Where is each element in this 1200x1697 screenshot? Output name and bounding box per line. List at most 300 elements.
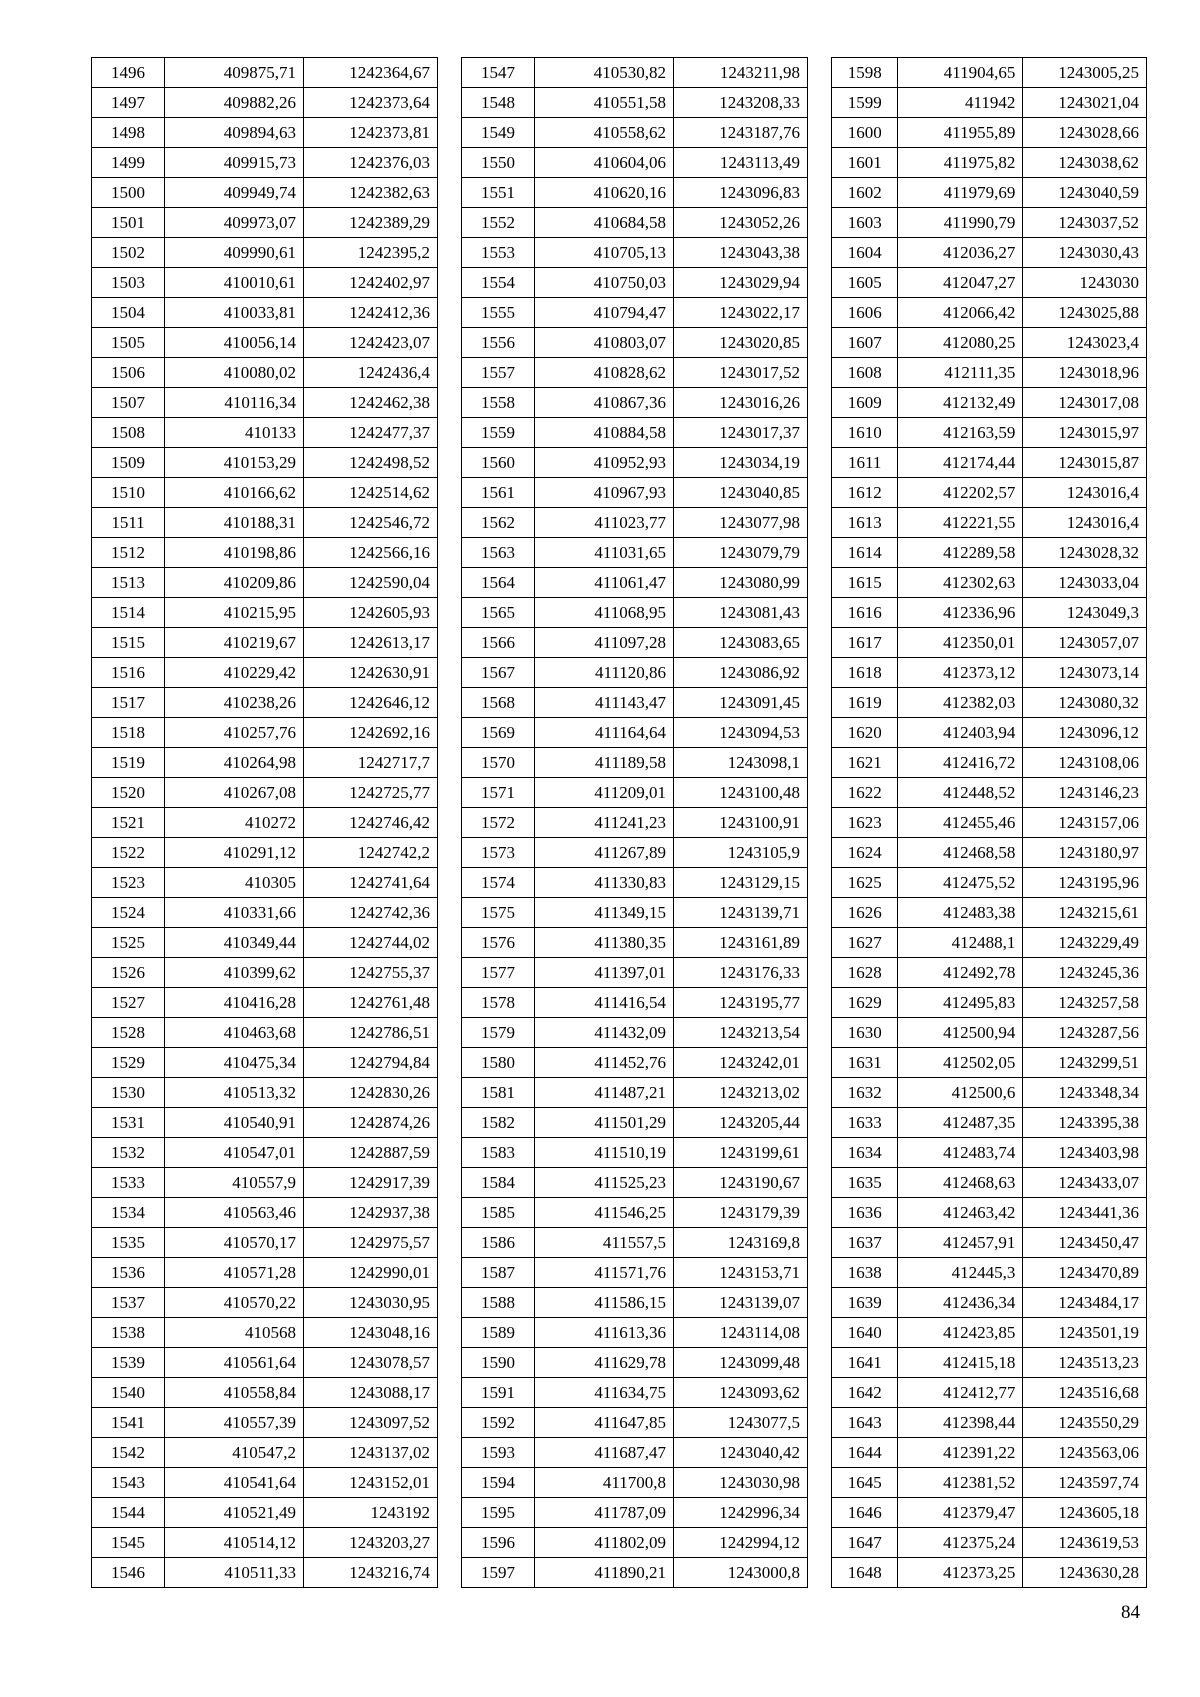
table-row [832,898,1147,928]
y-coordinate-cell: 1243016,4 [1023,478,1147,508]
table-row [92,1228,438,1258]
point-number-cell: 1551 [462,178,535,208]
y-coordinate-cell: 1243216,74 [304,1558,438,1588]
table-row [92,298,438,328]
table-row [92,538,438,568]
point-number-cell: 1582 [462,1108,535,1138]
x-coordinate-cell: 411586,15 [535,1288,674,1318]
point-number-cell: 1575 [462,898,535,928]
point-number-cell: 1630 [832,1018,898,1048]
x-coordinate-cell: 410056,14 [165,328,304,358]
y-coordinate-cell: 1243038,62 [1023,148,1147,178]
point-number-cell: 1532 [92,1138,165,1168]
x-coordinate-cell: 410794,47 [535,298,674,328]
x-coordinate-cell: 411975,82 [898,148,1023,178]
table-row [832,688,1147,718]
x-coordinate-cell: 412468,58 [898,838,1023,868]
point-number-cell: 1603 [832,208,898,238]
table-row [462,1258,808,1288]
y-coordinate-cell: 1243025,88 [1023,298,1147,328]
x-coordinate-cell: 412080,25 [898,328,1023,358]
x-coordinate-cell: 410541,64 [165,1468,304,1498]
point-number-cell: 1526 [92,958,165,988]
table-row [832,1288,1147,1318]
point-number-cell: 1588 [462,1288,535,1318]
x-coordinate-cell: 412036,27 [898,238,1023,268]
table-row [832,328,1147,358]
point-number-cell: 1581 [462,1078,535,1108]
point-number-cell: 1623 [832,808,898,838]
x-coordinate-cell: 412373,25 [898,1558,1023,1588]
table-row [832,1318,1147,1348]
point-number-cell: 1595 [462,1498,535,1528]
x-coordinate-cell: 412500,94 [898,1018,1023,1048]
point-number-cell: 1566 [462,628,535,658]
y-coordinate-cell: 1243021,04 [1023,88,1147,118]
x-coordinate-cell: 410416,28 [165,988,304,1018]
page-number: 84 [1121,1602,1140,1623]
y-coordinate-cell: 1242742,2 [304,838,438,868]
table-row [92,508,438,538]
table-row [832,358,1147,388]
point-number-cell: 1545 [92,1528,165,1558]
table-row [832,838,1147,868]
x-coordinate-cell: 411349,15 [535,898,674,928]
x-coordinate-cell: 410033,81 [165,298,304,328]
x-coordinate-cell: 411942 [898,88,1023,118]
point-number-cell: 1636 [832,1198,898,1228]
table-row [92,1468,438,1498]
x-coordinate-cell: 411380,35 [535,928,674,958]
point-number-cell: 1560 [462,448,535,478]
y-coordinate-cell: 1243205,44 [674,1108,808,1138]
x-coordinate-cell: 412289,58 [898,538,1023,568]
point-number-cell: 1622 [832,778,898,808]
y-coordinate-cell: 1243028,66 [1023,118,1147,148]
point-number-cell: 1612 [832,478,898,508]
y-coordinate-cell: 1243029,94 [674,268,808,298]
point-number-cell: 1542 [92,1438,165,1468]
point-number-cell: 1530 [92,1078,165,1108]
y-coordinate-cell: 1242830,26 [304,1078,438,1108]
y-coordinate-cell: 1243083,65 [674,628,808,658]
x-coordinate-cell: 411802,09 [535,1528,674,1558]
point-number-cell: 1617 [832,628,898,658]
y-coordinate-cell: 1243086,92 [674,658,808,688]
x-coordinate-cell: 410219,67 [165,628,304,658]
point-number-cell: 1541 [92,1408,165,1438]
table-row [462,418,808,448]
table-row [832,478,1147,508]
table-row [92,1318,438,1348]
y-coordinate-cell: 1243040,42 [674,1438,808,1468]
table-row [462,928,808,958]
x-coordinate-cell: 409949,74 [165,178,304,208]
x-coordinate-cell: 411397,01 [535,958,674,988]
table-row [92,778,438,808]
y-coordinate-cell: 1243094,53 [674,718,808,748]
y-coordinate-cell: 1242746,42 [304,808,438,838]
table-row [462,388,808,418]
point-number-cell: 1567 [462,658,535,688]
x-coordinate-cell: 410267,08 [165,778,304,808]
table-row [462,1108,808,1138]
point-number-cell: 1502 [92,238,165,268]
y-coordinate-cell: 1243605,18 [1023,1498,1147,1528]
point-number-cell: 1584 [462,1168,535,1198]
table-row [832,658,1147,688]
x-coordinate-cell: 411023,77 [535,508,674,538]
x-coordinate-cell: 410540,91 [165,1108,304,1138]
point-number-cell: 1553 [462,238,535,268]
point-number-cell: 1613 [832,508,898,538]
point-number-cell: 1606 [832,298,898,328]
table-row [462,1288,808,1318]
x-coordinate-cell: 410349,44 [165,928,304,958]
x-coordinate-cell: 412350,01 [898,628,1023,658]
point-number-cell: 1574 [462,868,535,898]
x-coordinate-cell: 410238,26 [165,688,304,718]
point-number-cell: 1573 [462,838,535,868]
point-number-cell: 1508 [92,418,165,448]
y-coordinate-cell: 1243433,07 [1023,1168,1147,1198]
y-coordinate-cell: 1242462,38 [304,388,438,418]
y-coordinate-cell: 1242994,12 [674,1528,808,1558]
x-coordinate-cell: 412132,49 [898,388,1023,418]
y-coordinate-cell: 1243100,91 [674,808,808,838]
point-number-cell: 1600 [832,118,898,148]
y-coordinate-cell: 1242874,26 [304,1108,438,1138]
x-coordinate-cell: 410620,16 [535,178,674,208]
table-row [462,1408,808,1438]
x-coordinate-cell: 410570,22 [165,1288,304,1318]
table-row [462,868,808,898]
point-number-cell: 1550 [462,148,535,178]
table-row [832,868,1147,898]
point-number-cell: 1549 [462,118,535,148]
y-coordinate-cell: 1242761,48 [304,988,438,1018]
table-row [92,268,438,298]
x-coordinate-cell: 411647,85 [535,1408,674,1438]
y-coordinate-cell: 1243450,47 [1023,1228,1147,1258]
point-number-cell: 1561 [462,478,535,508]
x-coordinate-cell: 412398,44 [898,1408,1023,1438]
x-coordinate-cell: 410215,95 [165,598,304,628]
y-coordinate-cell: 1243195,77 [674,988,808,1018]
table-row [462,238,808,268]
y-coordinate-cell: 1243017,08 [1023,388,1147,418]
point-number-cell: 1540 [92,1378,165,1408]
table-row [462,1468,808,1498]
table-row [462,778,808,808]
point-number-cell: 1592 [462,1408,535,1438]
y-coordinate-cell: 1242566,16 [304,538,438,568]
y-coordinate-cell: 1243563,06 [1023,1438,1147,1468]
x-coordinate-cell: 412202,57 [898,478,1023,508]
point-number-cell: 1546 [92,1558,165,1588]
table-row [832,1048,1147,1078]
x-coordinate-cell: 411979,69 [898,178,1023,208]
point-number-cell: 1611 [832,448,898,478]
y-coordinate-cell: 1242786,51 [304,1018,438,1048]
x-coordinate-cell: 410563,46 [165,1198,304,1228]
point-number-cell: 1598 [832,58,898,88]
point-number-cell: 1601 [832,148,898,178]
table-row [92,898,438,928]
point-number-cell: 1536 [92,1258,165,1288]
y-coordinate-cell: 1243179,39 [674,1198,808,1228]
table-row [462,538,808,568]
point-number-cell: 1571 [462,778,535,808]
table-row [462,718,808,748]
table-row [92,238,438,268]
table-row [832,238,1147,268]
table-row [92,1498,438,1528]
point-number-cell: 1602 [832,178,898,208]
table-row [92,928,438,958]
coordinate-tables [91,57,1147,1587]
point-number-cell: 1515 [92,628,165,658]
y-coordinate-cell: 1243199,61 [674,1138,808,1168]
point-number-cell: 1517 [92,688,165,718]
x-coordinate-cell: 411613,36 [535,1318,674,1348]
table-row [832,1558,1147,1588]
point-number-cell: 1568 [462,688,535,718]
point-number-cell: 1631 [832,1048,898,1078]
y-coordinate-cell: 1243213,54 [674,1018,808,1048]
point-number-cell: 1506 [92,358,165,388]
y-coordinate-cell: 1242742,36 [304,898,438,928]
x-coordinate-cell: 411787,09 [535,1498,674,1528]
point-number-cell: 1608 [832,358,898,388]
y-coordinate-cell: 1243152,01 [304,1468,438,1498]
x-coordinate-cell: 411031,65 [535,538,674,568]
x-coordinate-cell: 410291,12 [165,838,304,868]
table-row [832,268,1147,298]
table-row [462,58,808,88]
y-coordinate-cell: 1243057,07 [1023,628,1147,658]
y-coordinate-cell: 1242514,62 [304,478,438,508]
x-coordinate-cell: 412111,35 [898,358,1023,388]
point-number-cell: 1514 [92,598,165,628]
x-coordinate-cell: 410166,62 [165,478,304,508]
table-row [462,688,808,718]
point-number-cell: 1535 [92,1228,165,1258]
x-coordinate-cell: 411189,58 [535,748,674,778]
x-coordinate-cell: 410511,33 [165,1558,304,1588]
table-row [92,1528,438,1558]
table-row [832,538,1147,568]
y-coordinate-cell: 1243098,1 [674,748,808,778]
x-coordinate-cell: 411267,89 [535,838,674,868]
table-row [832,988,1147,1018]
y-coordinate-cell: 1243190,67 [674,1168,808,1198]
x-coordinate-cell: 410399,62 [165,958,304,988]
point-number-cell: 1520 [92,778,165,808]
y-coordinate-cell: 1242613,17 [304,628,438,658]
x-coordinate-cell: 411330,83 [535,868,674,898]
y-coordinate-cell: 1243096,12 [1023,718,1147,748]
x-coordinate-cell: 411487,21 [535,1078,674,1108]
y-coordinate-cell: 1243550,29 [1023,1408,1147,1438]
x-coordinate-cell: 410331,66 [165,898,304,928]
table-row [832,1198,1147,1228]
point-number-cell: 1547 [462,58,535,88]
x-coordinate-cell: 411143,47 [535,688,674,718]
x-coordinate-cell: 412375,24 [898,1528,1023,1558]
point-number-cell: 1538 [92,1318,165,1348]
point-number-cell: 1637 [832,1228,898,1258]
y-coordinate-cell: 1243245,36 [1023,958,1147,988]
point-number-cell: 1599 [832,88,898,118]
point-number-cell: 1605 [832,268,898,298]
x-coordinate-cell: 412463,42 [898,1198,1023,1228]
x-coordinate-cell: 412502,05 [898,1048,1023,1078]
x-coordinate-cell: 412483,74 [898,1138,1023,1168]
y-coordinate-cell: 1243176,33 [674,958,808,988]
point-number-cell: 1579 [462,1018,535,1048]
table-row [92,1438,438,1468]
table-row [92,1348,438,1378]
y-coordinate-cell: 1243187,76 [674,118,808,148]
table-row [832,778,1147,808]
x-coordinate-cell: 410558,62 [535,118,674,148]
point-number-cell: 1556 [462,328,535,358]
x-coordinate-cell: 411890,21 [535,1558,674,1588]
point-number-cell: 1564 [462,568,535,598]
y-coordinate-cell: 1243016,26 [674,388,808,418]
y-coordinate-cell: 1242917,39 [304,1168,438,1198]
table-row [92,478,438,508]
x-coordinate-cell: 412468,63 [898,1168,1023,1198]
table-row [92,988,438,1018]
x-coordinate-cell: 410116,34 [165,388,304,418]
y-coordinate-cell: 1243215,61 [1023,898,1147,928]
point-number-cell: 1640 [832,1318,898,1348]
x-coordinate-cell: 412445,3 [898,1258,1023,1288]
point-number-cell: 1621 [832,748,898,778]
point-number-cell: 1525 [92,928,165,958]
y-coordinate-cell: 1243077,98 [674,508,808,538]
table-row [462,1198,808,1228]
y-coordinate-cell: 1242630,91 [304,658,438,688]
table-row [832,298,1147,328]
y-coordinate-cell: 1243157,06 [1023,808,1147,838]
point-number-cell: 1634 [832,1138,898,1168]
table-row [832,628,1147,658]
y-coordinate-cell: 1242646,12 [304,688,438,718]
table-row [832,598,1147,628]
x-coordinate-cell: 410884,58 [535,418,674,448]
point-number-cell: 1513 [92,568,165,598]
point-number-cell: 1615 [832,568,898,598]
y-coordinate-cell: 1242725,77 [304,778,438,808]
table-row [462,208,808,238]
y-coordinate-cell: 1243287,56 [1023,1018,1147,1048]
point-number-cell: 1594 [462,1468,535,1498]
x-coordinate-cell: 411061,47 [535,568,674,598]
x-coordinate-cell: 409882,26 [165,88,304,118]
x-coordinate-cell: 410547,2 [165,1438,304,1468]
table-row [462,328,808,358]
x-coordinate-cell: 410133 [165,418,304,448]
y-coordinate-cell: 1242605,93 [304,598,438,628]
y-coordinate-cell: 1242755,37 [304,958,438,988]
y-coordinate-cell: 1243146,23 [1023,778,1147,808]
x-coordinate-cell: 412448,52 [898,778,1023,808]
point-number-cell: 1527 [92,988,165,1018]
x-coordinate-cell: 410604,06 [535,148,674,178]
table-row [462,268,808,298]
x-coordinate-cell: 412373,12 [898,658,1023,688]
point-number-cell: 1521 [92,808,165,838]
point-number-cell: 1543 [92,1468,165,1498]
point-number-cell: 1548 [462,88,535,118]
point-number-cell: 1509 [92,448,165,478]
y-coordinate-cell: 1242692,16 [304,718,438,748]
table-row [832,1348,1147,1378]
table-row [832,88,1147,118]
table-row [92,1168,438,1198]
point-number-cell: 1555 [462,298,535,328]
x-coordinate-cell: 412500,6 [898,1078,1023,1108]
point-number-cell: 1534 [92,1198,165,1228]
coordinate-table-3 [831,57,1147,1588]
point-number-cell: 1620 [832,718,898,748]
y-coordinate-cell: 1243114,08 [674,1318,808,1348]
table-row [92,748,438,778]
point-number-cell: 1593 [462,1438,535,1468]
table-row [462,1378,808,1408]
x-coordinate-cell: 412487,35 [898,1108,1023,1138]
y-coordinate-cell: 1243208,33 [674,88,808,118]
y-coordinate-cell: 1243033,04 [1023,568,1147,598]
point-number-cell: 1607 [832,328,898,358]
x-coordinate-cell: 411571,76 [535,1258,674,1288]
table-row [92,1078,438,1108]
x-coordinate-cell: 410828,62 [535,358,674,388]
table-row [832,418,1147,448]
table-row [92,328,438,358]
x-coordinate-cell: 412488,1 [898,928,1023,958]
y-coordinate-cell: 1242412,36 [304,298,438,328]
table-row [92,1408,438,1438]
y-coordinate-cell: 1243180,97 [1023,838,1147,868]
x-coordinate-cell: 410513,32 [165,1078,304,1108]
x-coordinate-cell: 411546,25 [535,1198,674,1228]
x-coordinate-cell: 410867,36 [535,388,674,418]
point-number-cell: 1626 [832,898,898,928]
x-coordinate-cell: 410750,03 [535,268,674,298]
y-coordinate-cell: 1242937,38 [304,1198,438,1228]
y-coordinate-cell: 1243049,3 [1023,598,1147,628]
x-coordinate-cell: 410803,07 [535,328,674,358]
point-number-cell: 1647 [832,1528,898,1558]
x-coordinate-cell: 411629,78 [535,1348,674,1378]
table-row [832,1078,1147,1108]
y-coordinate-cell: 1243129,15 [674,868,808,898]
y-coordinate-cell: 1243100,48 [674,778,808,808]
table-row [832,718,1147,748]
y-coordinate-cell: 1243005,25 [1023,58,1147,88]
table-row [462,958,808,988]
x-coordinate-cell: 412436,34 [898,1288,1023,1318]
y-coordinate-cell: 1243073,14 [1023,658,1147,688]
x-coordinate-cell: 411120,86 [535,658,674,688]
table-row [92,88,438,118]
table-row [462,988,808,1018]
y-coordinate-cell: 1242590,04 [304,568,438,598]
